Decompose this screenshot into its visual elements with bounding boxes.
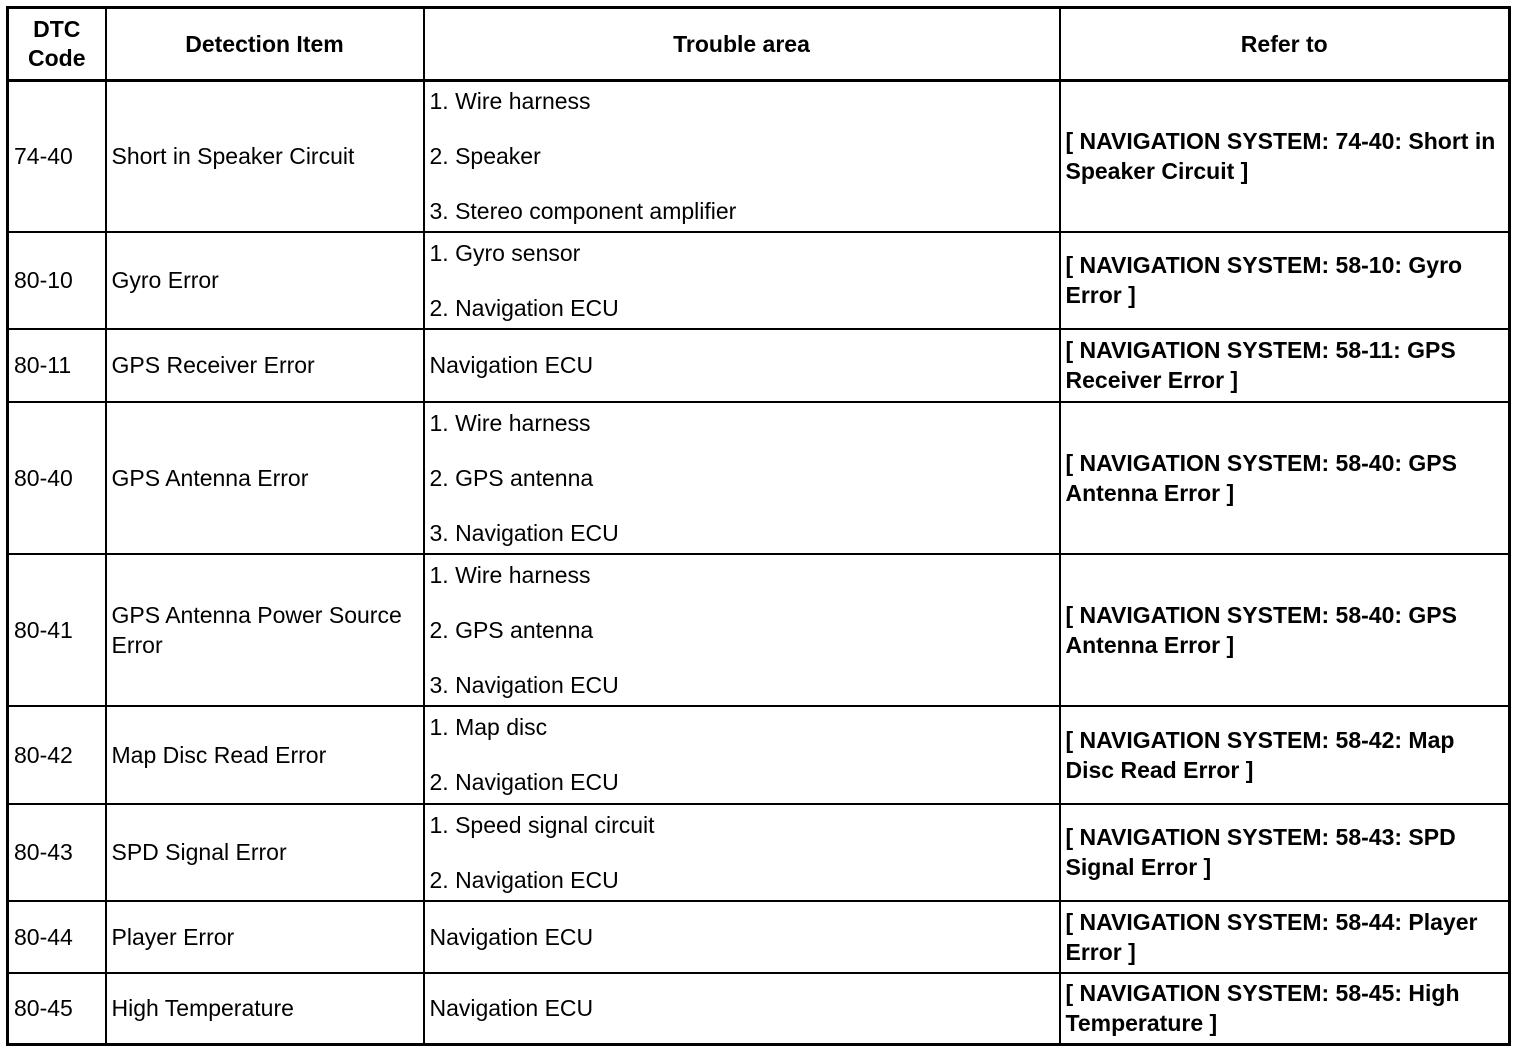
header-dtc-code: DTC Code bbox=[8, 8, 106, 81]
table-row bbox=[8, 901, 1510, 973]
trouble-area-line: 1. Map disc bbox=[429, 714, 548, 740]
trouble-area-line: 2. GPS antenna bbox=[429, 616, 594, 643]
trouble-area-line: 2. GPS antenna bbox=[429, 464, 594, 491]
trouble-area-line: Navigation ECU bbox=[429, 995, 594, 1022]
refer-to-link[interactable]: [ NAVIGATION SYSTEM: 58-11: GPS Receiver Error ] bbox=[1060, 329, 1510, 402]
trouble-area-line: 1. Gyro sensor bbox=[429, 239, 581, 266]
trouble-area-line: 2. Navigation ECU bbox=[429, 294, 619, 321]
trouble-area-line: 3. Stereo component amplifier bbox=[429, 198, 737, 225]
trouble-area-cell bbox=[424, 329, 1060, 402]
refer-to-link[interactable]: [ NAVIGATION SYSTEM: 58-43: SPD Signal Error ] bbox=[1060, 804, 1510, 901]
trouble-area-line: 2. Navigation ECU bbox=[429, 769, 619, 795]
trouble-area-line: 1. Wire harness bbox=[429, 88, 591, 115]
refer-to-link[interactable]: [ NAVIGATION SYSTEM: 58-40: GPS Antenna Error ] bbox=[1060, 402, 1510, 554]
detection-item-cell: SPD Signal Error bbox=[106, 804, 424, 901]
dtc-code-cell: 80-45 bbox=[8, 973, 106, 1045]
trouble-area-line: 2. Navigation ECU bbox=[429, 866, 619, 893]
trouble-area-line: 2. Speaker bbox=[429, 143, 541, 170]
dtc-code-cell: 74-40 bbox=[8, 81, 106, 232]
dtc-code-cell: 80-44 bbox=[8, 901, 106, 973]
trouble-area-cell bbox=[424, 804, 1060, 901]
refer-to-link[interactable]: [ NAVIGATION SYSTEM: 58-44: Player Error ] bbox=[1060, 901, 1510, 973]
dtc-code-cell: 80-43 bbox=[8, 804, 106, 901]
trouble-area-cell bbox=[424, 554, 1060, 706]
detection-item-cell: Player Error bbox=[106, 901, 424, 973]
trouble-area-cell bbox=[424, 973, 1060, 1045]
table-row bbox=[8, 973, 1510, 1045]
table-row bbox=[8, 329, 1510, 402]
header-refer-to: Refer to bbox=[1060, 8, 1510, 81]
refer-to-link[interactable]: [ NAVIGATION SYSTEM: 58-42: Map Disc Read Error ] bbox=[1060, 706, 1510, 804]
refer-to-link[interactable]: [ NAVIGATION SYSTEM: 58-45: High Temperature ] bbox=[1060, 973, 1510, 1045]
detection-item-cell: GPS Receiver Error bbox=[106, 329, 424, 402]
refer-to-link[interactable]: [ NAVIGATION SYSTEM: 74-40: Short in Speaker Circuit ] bbox=[1060, 81, 1510, 232]
dtc-code-cell: 80-11 bbox=[8, 329, 106, 402]
trouble-area-line: 1. Wire harness bbox=[429, 561, 591, 588]
trouble-area-line: 3. Navigation ECU bbox=[429, 671, 619, 698]
dtc-code-cell: 80-41 bbox=[8, 554, 106, 706]
trouble-area-line: Navigation ECU bbox=[429, 923, 594, 950]
header-trouble-area: Trouble area bbox=[424, 8, 1060, 81]
trouble-area-cell bbox=[424, 81, 1060, 232]
refer-to-link[interactable]: [ NAVIGATION SYSTEM: 58-10: Gyro Error ] bbox=[1060, 232, 1510, 329]
trouble-area-line: Navigation ECU bbox=[429, 352, 594, 378]
detection-item-cell: Map Disc Read Error bbox=[106, 706, 424, 804]
table-row bbox=[8, 232, 1510, 329]
trouble-area-cell bbox=[424, 402, 1060, 554]
dtc-code-cell: 80-10 bbox=[8, 232, 106, 329]
table-header-row bbox=[8, 8, 1510, 81]
refer-to-link[interactable]: [ NAVIGATION SYSTEM: 58-40: GPS Antenna Error ] bbox=[1060, 554, 1510, 706]
table-row bbox=[8, 554, 1510, 706]
dtc-table bbox=[6, 6, 1511, 1046]
header-detection-item: Detection Item bbox=[106, 8, 424, 81]
detection-item-cell: GPS Antenna Error bbox=[106, 402, 424, 554]
trouble-area-line: 1. Wire harness bbox=[429, 409, 591, 436]
dtc-code-cell: 80-42 bbox=[8, 706, 106, 804]
trouble-area-line: 3. Navigation ECU bbox=[429, 519, 619, 546]
detection-item-cell: Gyro Error bbox=[106, 232, 424, 329]
detection-item-cell: GPS Antenna Power Source Error bbox=[106, 554, 424, 706]
trouble-area-line: 1. Speed signal circuit bbox=[429, 811, 655, 838]
table-row bbox=[8, 804, 1510, 901]
trouble-area-cell bbox=[424, 232, 1060, 329]
trouble-area-cell bbox=[424, 901, 1060, 973]
table-row bbox=[8, 706, 1510, 804]
dtc-code-cell: 80-40 bbox=[8, 402, 106, 554]
table-row bbox=[8, 81, 1510, 232]
table-row bbox=[8, 402, 1510, 554]
trouble-area-cell bbox=[424, 706, 1060, 804]
detection-item-cell: High Temperature bbox=[106, 973, 424, 1045]
detection-item-cell: Short in Speaker Circuit bbox=[106, 81, 424, 232]
